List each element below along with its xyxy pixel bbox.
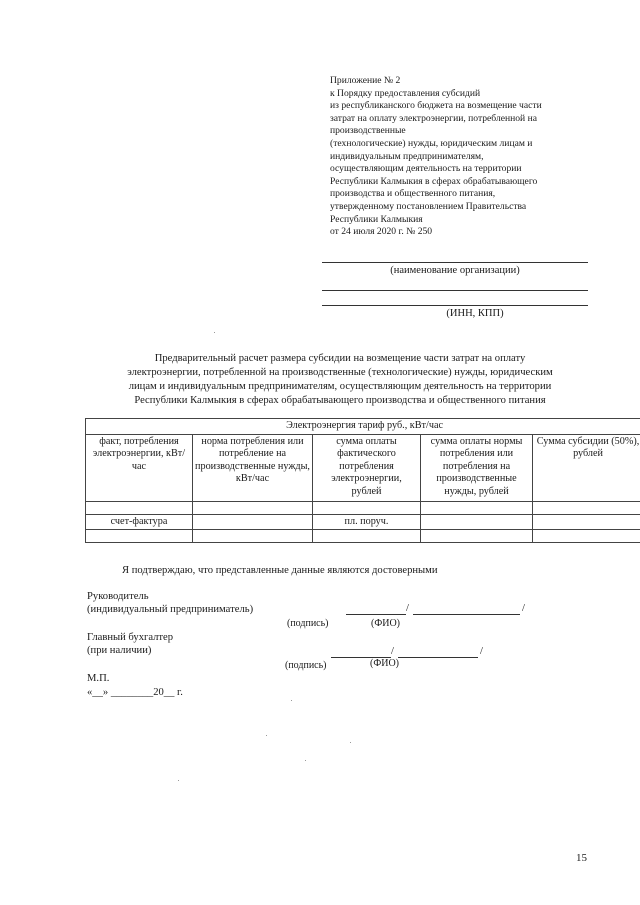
scan-speck [266, 735, 267, 736]
head-label: Руководитель [87, 591, 149, 602]
slash-divider: / [480, 646, 483, 657]
scan-speck [214, 332, 215, 333]
page-number: 15 [576, 852, 587, 864]
confirmation-text: Я подтверждаю, что представленные данные являются достоверными [122, 565, 438, 576]
inn-kpp-line[interactable] [322, 305, 588, 306]
header-line: к Порядку предоставления субсидий [330, 87, 481, 99]
payment-order-label: пл. поруч. [313, 514, 421, 530]
header-line: Республики Калмыкия [330, 213, 423, 225]
table-cell[interactable] [86, 501, 193, 514]
slash-divider: / [522, 603, 525, 614]
table-cell[interactable] [533, 501, 640, 514]
header-line: затрат на оплату электроэнергии, потребленной на [330, 112, 537, 124]
table-cell[interactable] [86, 530, 193, 543]
table-cell[interactable] [533, 514, 640, 530]
stamp-label: М.П. [87, 673, 110, 684]
table-cell[interactable] [193, 530, 313, 543]
header-line: из республиканского бюджета на возмещение части [330, 100, 542, 112]
date-field[interactable]: «__» ________20__ г. [87, 687, 183, 698]
table-cell[interactable] [421, 530, 533, 543]
title-line: электроэнергии, потребленной на производственные (технологические) нужды, юридическим [127, 367, 553, 378]
table-cell[interactable] [533, 530, 640, 543]
table-cell[interactable] [421, 514, 533, 530]
calculation-title [90, 352, 590, 408]
table-cell[interactable] [193, 514, 313, 530]
header-line: утвержденному постановлением Правительства [330, 200, 527, 212]
header-line: индивидуальным предпринимателям, [330, 150, 484, 162]
header-line: от 24 июля 2020 г. № 250 [330, 226, 433, 238]
org-name-caption: (наименование организации) [390, 265, 520, 276]
slash-divider: / [391, 646, 394, 657]
fio-caption: (ФИО) [370, 658, 400, 669]
scan-speck [305, 760, 306, 761]
scan-speck [291, 700, 292, 701]
header-line: производственные [330, 125, 406, 137]
table-cell[interactable] [313, 530, 421, 543]
scan-speck [350, 742, 351, 743]
accountant-label: Главный бухгалтер [87, 632, 174, 643]
accountant-fio-line[interactable] [398, 657, 478, 658]
col-header-fact-sum: сумма оплаты фактического потребления электроэнергии, рублей [313, 434, 421, 501]
tariff-header: Электроэнергия тариф руб., кВт/час [86, 419, 640, 435]
appendix-header [330, 75, 600, 239]
org-name-line[interactable] [322, 262, 588, 263]
col-header-norm: норма потребления или потребление на производственные нужды, кВт/час [193, 434, 313, 501]
table-cell[interactable] [193, 501, 313, 514]
col-header-norm-sum: сумма оплаты нормы потребления или потребления на производственные нужды, рублей [421, 434, 533, 501]
sign-caption: (подпись) [285, 660, 327, 671]
invoice-label: счет-фактура [86, 514, 193, 530]
table-cell[interactable] [313, 501, 421, 514]
fio-caption: (ФИО) [371, 618, 401, 629]
header-line: производства и общественного питания, [330, 188, 496, 200]
subsidy-table [85, 418, 640, 543]
header-line: (технологические) нужды, юридическим лицам и [330, 137, 533, 149]
head-fio-line[interactable] [413, 614, 520, 615]
col-header-fact: факт, потребления электроэнергии, кВт/час [86, 434, 193, 501]
col-header-subsidy: Сумма субсидии (50%), рублей [533, 434, 640, 501]
scan-speck [178, 780, 179, 781]
header-line: Республики Калмыкия в сферах обрабатывающего [330, 175, 538, 187]
header-line: Приложение № 2 [330, 75, 401, 86]
slash-divider: / [406, 603, 409, 614]
table-cell[interactable] [421, 501, 533, 514]
org-extra-line[interactable] [322, 290, 588, 291]
title-line: Республики Калмыкия в сферах обрабатывающего производства и общественного питания [134, 395, 546, 406]
title-line: Предварительный расчет размера субсидии на возмещение части затрат на оплату [154, 353, 526, 364]
title-line: лицам и индивидуальным предпринимателям, осуществляющим деятельность на территории [128, 381, 552, 392]
sign-caption: (подпись) [287, 618, 329, 629]
inn-kpp-caption: (ИНН, КПП) [446, 308, 504, 319]
accountant-sublabel: (при наличии) [87, 645, 152, 656]
header-line: осуществляющим деятельность на территории [330, 163, 522, 175]
head-sublabel: (индивидуальный предприниматель) [87, 604, 254, 615]
head-sign-line[interactable] [346, 614, 406, 615]
